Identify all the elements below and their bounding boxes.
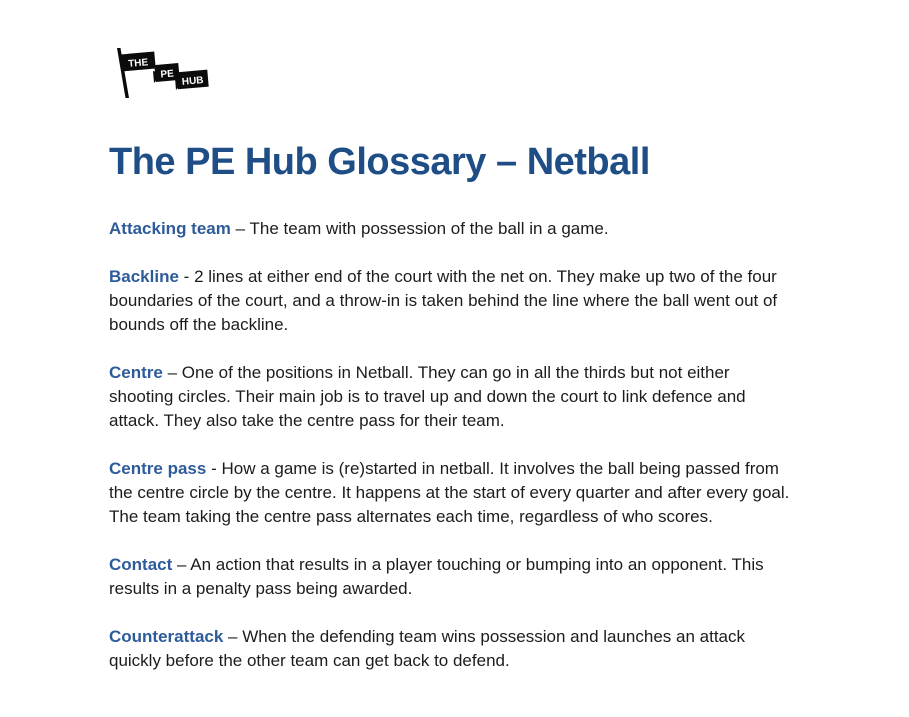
term-separator: – [167,363,178,382]
page-title: The PE Hub Glossary – Netball [109,141,650,183]
glossary-term: Attacking team [109,219,231,238]
glossary-definition: An action that results in a player touching or bumping into an opponent. This results in a penalty pass being awarded. [109,555,764,598]
term-separator: - [211,459,217,478]
glossary-term: Counterattack [109,627,224,646]
pe-hub-flag-icon [109,47,209,99]
glossary-entry-backline [109,265,791,337]
glossary-entry-counterattack [109,625,791,673]
glossary-definition: 2 lines at either end of the court with the net on. They make up two of the four boundaries of the court, and a throw-in is taken behind the line where the ball went out of bounds off the backline. [109,267,778,334]
glossary-entry-attacking-team [109,217,791,241]
logo-word-the: THE [127,57,149,70]
glossary-term: Centre [109,363,163,382]
glossary-definition: When the defending team wins possession and launches an attack quickly before the other team can get back to defend. [109,627,746,670]
glossary-term: Contact [109,555,173,574]
glossary-definition: The team with possession of the ball in a game. [249,219,609,238]
glossary-definition: One of the positions in Netball. They can go in all the thirds but not either shooting circles. Their main job is to travel up and down the court to link defence and attack. They also take the centre pass for their team. [109,363,746,430]
glossary-entry-centre [109,361,791,433]
glossary-definition: How a game is (re)started in netball. It involves the ball being passed from the centre circle by the centre. It happens at the start of every quarter and after every goal. The team taking the centre pass alternates each time, regardless of who scores. [109,459,790,526]
term-separator: – [235,219,246,238]
glossary-term: Centre pass [109,459,207,478]
glossary-entry-centre-pass [109,457,791,529]
term-separator: – [228,627,238,646]
logo-word-pe: PE [160,68,175,81]
glossary-entries [109,217,791,673]
term-separator: – [177,555,187,574]
logo-word-hub: HUB [181,75,204,88]
term-separator: - [183,267,190,286]
pe-hub-logo [109,47,209,99]
glossary-entry-contact [109,553,791,601]
glossary-term: Backline [109,267,179,286]
